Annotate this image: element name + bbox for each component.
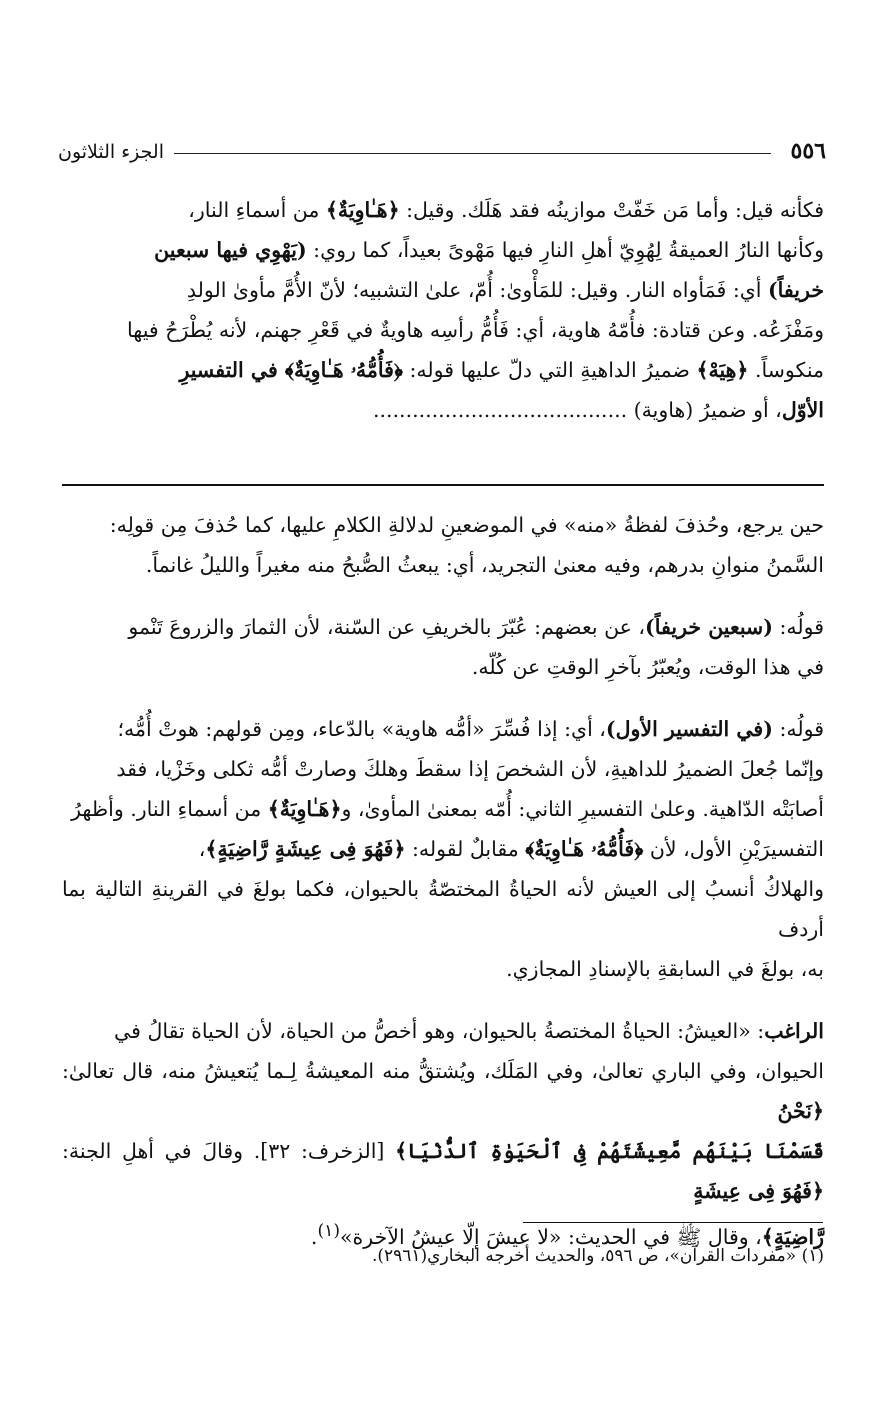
quran-quote: ﴿فَهُوَ فِى عِيشَةٍ: [693, 1179, 824, 1203]
commentary-line: [62, 607, 824, 647]
footnote-text: (١) «مفردات القرآن»، ص ٥٩٦، والحديث أخرجه البخاري(٢٩٦١).: [371, 1246, 824, 1266]
text-span: ، أي: إذا فُسِّرَ «أمُّه هاوية» بالدّعاء، ومِن قولهم: هوتْ أُمُّه؛: [117, 717, 606, 741]
main-line: [62, 390, 824, 430]
quran-quote: ﴿فَأُمُّهُۥ هَـٰاوِيَةٌ﴾: [525, 837, 644, 861]
commentary-line: به، بولغَ في السابقةِ بالإسنادِ المجازي.: [506, 957, 824, 981]
quran-quote: ﴿هِيَهْ﴾: [696, 358, 749, 382]
quran-quote: ﴿هَـٰاوِيَةٌ﴾: [325, 198, 400, 222]
commentary-line: وإنّما جُعلَ الضميرُ للداهيةِ، لأن الشخصَ إذا سقطَ وهلكَ وصارتْ أمُّه ثكلى وخَزْيا، فقد: [116, 757, 824, 781]
lemma: (سبعين خريفاً): [645, 615, 773, 639]
text-span: فكأنه قيل: وأما مَن خَفّتْ موازينُه فقد هَلَك. وقيل:: [399, 198, 824, 222]
quran-quote: ﴿هَـٰاوِيَةٌ﴾: [267, 797, 342, 821]
main-commentary-divider: [62, 484, 824, 486]
quran-quote: ﴿فَهُوَ فِى عِيشَةٍ رَّاضِيَةٍ﴾: [205, 837, 406, 861]
commentary-line: [62, 709, 824, 749]
text-span: الأوّل: [781, 398, 824, 422]
commentary-line: [62, 829, 824, 869]
footnote-marker[interactable]: (١): [317, 1221, 340, 1241]
main-text: [62, 190, 824, 430]
running-title: الجزء الثلاثون: [58, 141, 164, 163]
commentary-line: في هذا الوقت، ويُعبّرُ بآخرِ الوقتِ عن كُلّه.: [471, 655, 824, 679]
text-span: قولُه:: [772, 717, 824, 741]
hadith-quote: خريفاً): [767, 278, 824, 302]
text-span: الحيوان، وفي الباري تعالىٰ، وفي المَلَك، ويُشتقُّ منه المعيشةُ لِـما يُتعيشُ منه، قال تعالىٰ:: [62, 1059, 824, 1083]
text-span: من أسماءِ النار. وأظهرُ: [71, 797, 268, 821]
quran-quote: ﴿نَحْنُ: [777, 1099, 824, 1123]
main-line: [62, 230, 824, 270]
text-span: ، عن بعضهم: عُبّرَ بالخريفِ عن السّنة، لأن الثمارَ والزروعَ تَنْمو: [128, 615, 646, 639]
text-span: ضميرُ الداهيةِ التي دلّ عليها قوله:: [403, 358, 697, 382]
commentary-line: [62, 1011, 824, 1051]
text-span: ، وقال ﷺ في الحديث: «لا عيشَ إلّا عيشُ الآخرة»: [339, 1224, 762, 1249]
quran-quote: قَسَمْنَا بَيْنَهُم مَّعِيشَتَهُمْ فِى ٱلْحَيَوٰةِ ٱلدُّنْيَا﴾: [395, 1139, 824, 1163]
quran-quote: رَّاضِيَةٍ﴾: [761, 1224, 824, 1249]
text-span: أي: فَمَأواه النار. وقيل: للمَأْوىٰ: أُمّ، علىٰ التشبيه؛ لأنّ الأُمَّ مأوىٰ الولدِ: [186, 278, 768, 302]
lemma: الراغب: [764, 1019, 824, 1043]
text-span: التفسيرَيْنِ الأول، لأن: [643, 837, 824, 861]
commentary-line: [62, 1051, 824, 1131]
footnote: [62, 1240, 824, 1272]
text-span: في التفسيرِ: [179, 358, 285, 382]
footnote-divider: [523, 1222, 823, 1223]
text-span: ، أو ضميرُ (هاوية) .......................................: [372, 398, 782, 422]
text-span: وكأنها النارُ العميقةُ لِهُوِيّ أهلِ النارِ فيها مَهْوىً بعيداً، كما روي:: [306, 238, 824, 262]
text-span: : «العيشُ: الحياةُ المختصةُ بالحيوان، وهو أخصُّ من الحياة، لأن الحياة تقالُ في: [114, 1019, 765, 1043]
hadith-quote: (يَهْوِي فيها سبعين: [154, 238, 307, 262]
text-span: قولُه:: [772, 615, 824, 639]
main-line: ومَفْزَعُه. وعن قتادة: فأُمّهُ هاوية، أي: فَأُمُّ رأسِه هاويةٌ في قَعْرِ جهنم، لأنه يُطْرَحُ فيها: [127, 318, 824, 342]
text-span: .: [310, 1224, 318, 1249]
text-span: مقابلٌ لقوله:: [405, 837, 526, 861]
commentary-line: والهلاكُ أنسبُ إلى العيش لأنه الحياةُ المختصّةُ بالحيوان، فكما بولغَ في القرينةِ التالية بما أردف: [62, 877, 824, 941]
commentary: [62, 505, 824, 1257]
text-span: [الزخرف: ٣٢]. وقالَ في أهلِ الجنة:: [62, 1139, 396, 1163]
text-span: ،: [198, 837, 206, 861]
text-span: من أسماءِ النار،: [188, 198, 326, 222]
commentary-line: [62, 1131, 824, 1211]
commentary-line: حين يرجع، وحُذفَ لفظةُ «منه» في الموضعينِ لدلالةِ الكلامِ عليها، كما حُذفَ مِن قولِه:: [109, 513, 824, 537]
text-span: أصابَتْه الدّاهية. وعلىٰ التفسيرِ الثاني: أُمّه بمعنىٰ المأوىٰ، و: [341, 797, 824, 821]
main-line: [62, 270, 824, 310]
main-line: [62, 190, 824, 230]
commentary-line: [62, 789, 824, 829]
text-span: منكوساً.: [748, 358, 824, 382]
commentary-line: السَّمنُ منوانِ بدرهم، وفيه معنىٰ التجريد، أي: يبعثُ الصُّبحُ منه مغيراً والليلُ غانماً.: [145, 553, 824, 577]
main-line: [62, 350, 824, 390]
page-number: ٥٥٦: [790, 138, 826, 164]
quran-quote: ﴿فَأُمُّهُۥ هَـٰاوِيَةٌ﴾: [284, 358, 403, 382]
lemma: (في التفسير الأول): [605, 717, 773, 741]
header-rule: [174, 153, 771, 154]
page-header: [58, 128, 826, 162]
